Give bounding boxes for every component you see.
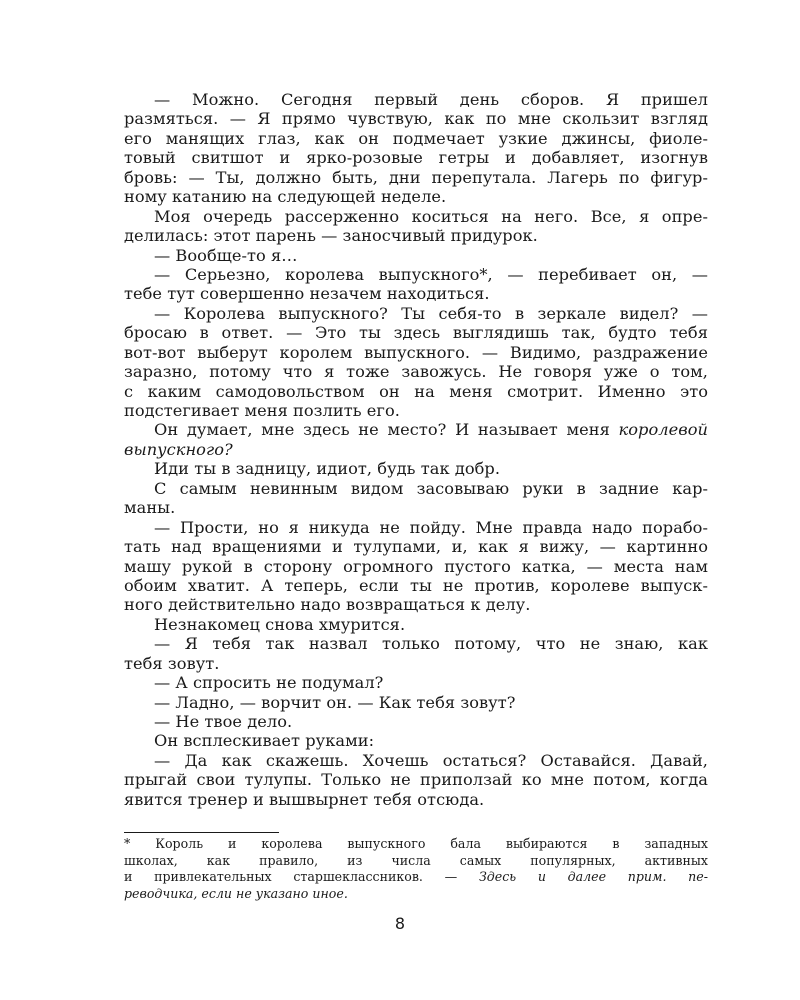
text-line: маны. [124, 498, 176, 518]
text-line: его манящих глаз, как он подмечает узкие джинсы, фиоле- [124, 128, 708, 148]
text-line: тебе тут совершенно незачем находиться. [124, 284, 490, 304]
text-line: — Можно. Сегодня первый день сборов. Я пришел [154, 90, 708, 109]
text-line: ного действительно надо возвращаться к делу. [124, 595, 531, 615]
text-line: размяться. — Я прямо чувствую, как по мне скользит взгляд [124, 109, 708, 129]
text-line: бровь: — Ты, должно быть, дни перепутала. Лагерь по фигур- [124, 167, 708, 187]
text-line: — Ладно, — ворчит он. — Как тебя зовут? [154, 692, 516, 712]
italic-segment: королевой [618, 420, 708, 440]
text-line: с каким самодовольством он на меня смотрит. Именно это [124, 381, 708, 401]
footnote-text-segment: и привлекательных старшеклассников. — [124, 869, 479, 884]
main-text [124, 90, 708, 809]
footnote-line: * Король и королева выпускного бала выбираются в западных [124, 836, 708, 851]
text-line: прыгай свои тулупы. Только не приползай ко мне потом, когда [124, 770, 708, 790]
text-line: — Серьезно, королева выпускного*, — перебивает он, — [154, 264, 708, 284]
text-line: Он всплескивает руками: [154, 731, 375, 751]
text-line: С самым невинным видом засовываю руки в задние кар- [154, 478, 708, 498]
text-line: Незнакомец снова хмурится. [154, 614, 406, 634]
text-line: — Не твое дело. [154, 712, 293, 731]
text-line: ному катанию на следующей неделе. [124, 187, 447, 207]
text-line: обоим хватит. А теперь, если ты не против, королеве выпуск- [124, 575, 708, 595]
text-line: выпускного? [124, 439, 233, 459]
text-line: Моя очередь рассерженно коситься на него. Все, я опре- [154, 206, 708, 226]
footnote-line [124, 869, 708, 886]
text-line: — Я тебя так назвал только потому, что не знаю, как [154, 634, 708, 654]
footnote-line: реводчика, если не указано иное. [124, 885, 348, 901]
footnote-line: школах, как правило, из числа самых популярных, активных [124, 852, 708, 868]
footnote [124, 836, 708, 902]
text-line: — А спросить не подумал? [154, 673, 384, 693]
text-line: подстегивает меня позлить его. [124, 401, 400, 420]
page-number: 8 [394, 914, 406, 933]
text-line: бросаю в ответ. — Это ты здесь выглядишь так, будто тебя [124, 323, 708, 343]
text-line: тать над вращениями и тулупами, и, как я вижу, — картинно [124, 537, 708, 557]
text-line: — Вообще-то я… [154, 245, 298, 265]
text-line: явится тренер и вышвырнет тебя отсюда. [124, 789, 485, 809]
text-line [124, 420, 708, 439]
text-segment: Он думает, мне здесь не место? И называет меня [154, 420, 619, 440]
text-line: товый свитшот и ярко-розовые гетры и добавляет, изогнув [124, 148, 708, 168]
text-line: заразно, потому что я тоже завожусь. Не говоря уже о том, [124, 362, 708, 382]
text-line: — Да как скажешь. Хочешь остаться? Оставайся. Давай, [154, 750, 708, 770]
text-line: делилась: этот парень — заносчивый придурок. [124, 226, 538, 246]
footnote-divider [124, 832, 279, 833]
footnote-italic-segment: Здесь и далее прим. пе- [478, 869, 709, 884]
text-line: Иди ты в задницу, идиот, будь так добр. [154, 459, 501, 479]
text-line: вот-вот выберут королем выпускного. — Видимо, раздражение [124, 342, 708, 362]
text-line: тебя зовут. [124, 653, 220, 673]
text-line: — Прости, но я никуда не пойду. Мне правда надо порабо- [154, 517, 708, 537]
text-line: машу рукой в сторону огромного пустого катка, — места нам [124, 556, 708, 576]
text-line: — Королева выпускного? Ты себя-то в зеркале видел? — [154, 303, 708, 323]
